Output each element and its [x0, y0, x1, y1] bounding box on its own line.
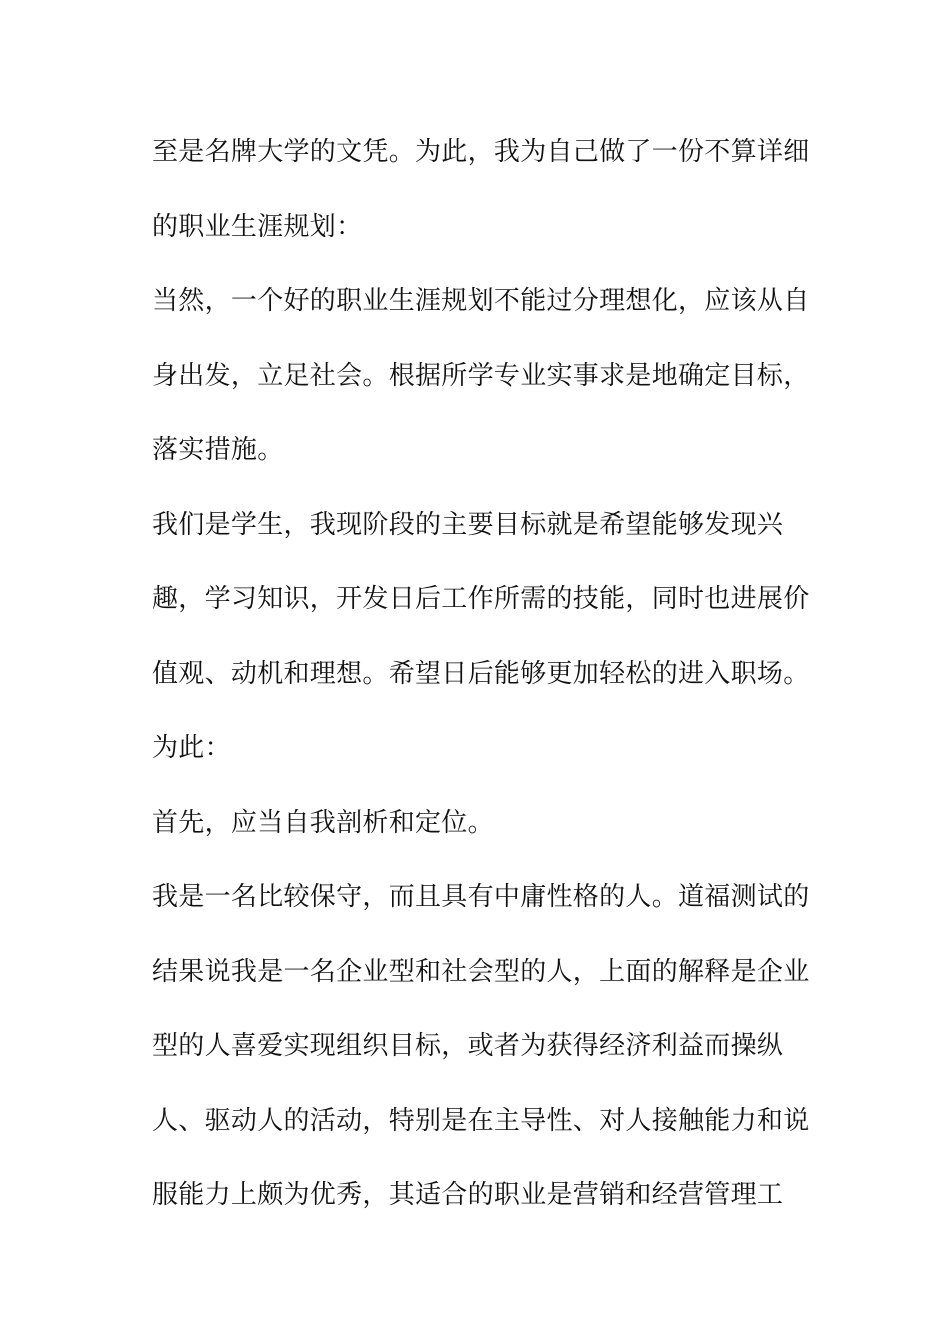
- text-line: 值观、动机和理想。希望日后能够更加轻松的进入职场。: [152, 658, 810, 689]
- text-line: 为此：: [152, 733, 231, 763]
- text-line: 至是名牌大学的文凭。为此，我为自己做了一份不算详细: [152, 137, 810, 167]
- text-line: 型的人喜爱实现组织目标，或者为获得经济利益而操纵: [152, 1031, 784, 1061]
- text-line: 落实措施。: [152, 435, 284, 465]
- text-line: 的职业生涯规划：: [152, 211, 363, 242]
- text-line: 我是一名比较保守，而且具有中庸性格的人。道福测试的: [152, 882, 810, 912]
- document-body: [152, 123, 810, 1241]
- text-line: 服能力上颇为优秀，其适合的职业是营销和经营管理工: [152, 1180, 784, 1210]
- text-line: 当然，一个好的职业生涯规划不能过分理想化，应该从自: [152, 286, 810, 316]
- text-line: 人、驱动人的活动，特别是在主导性、对人接触能力和说: [152, 1105, 810, 1136]
- text-line: 趣，学习知识，开发日后工作所需的技能，同时也进展价: [152, 584, 810, 614]
- text-line: 结果说我是一名企业型和社会型的人，上面的解释是企业: [152, 956, 810, 987]
- text-line: 身出发，立足社会。根据所学专业实事求是地确定目标，: [152, 360, 810, 391]
- text-line: 首先，应当自我剖析和定位。: [152, 807, 494, 838]
- text-line: 我们是学生，我现阶段的主要目标就是希望能够发现兴: [152, 509, 784, 540]
